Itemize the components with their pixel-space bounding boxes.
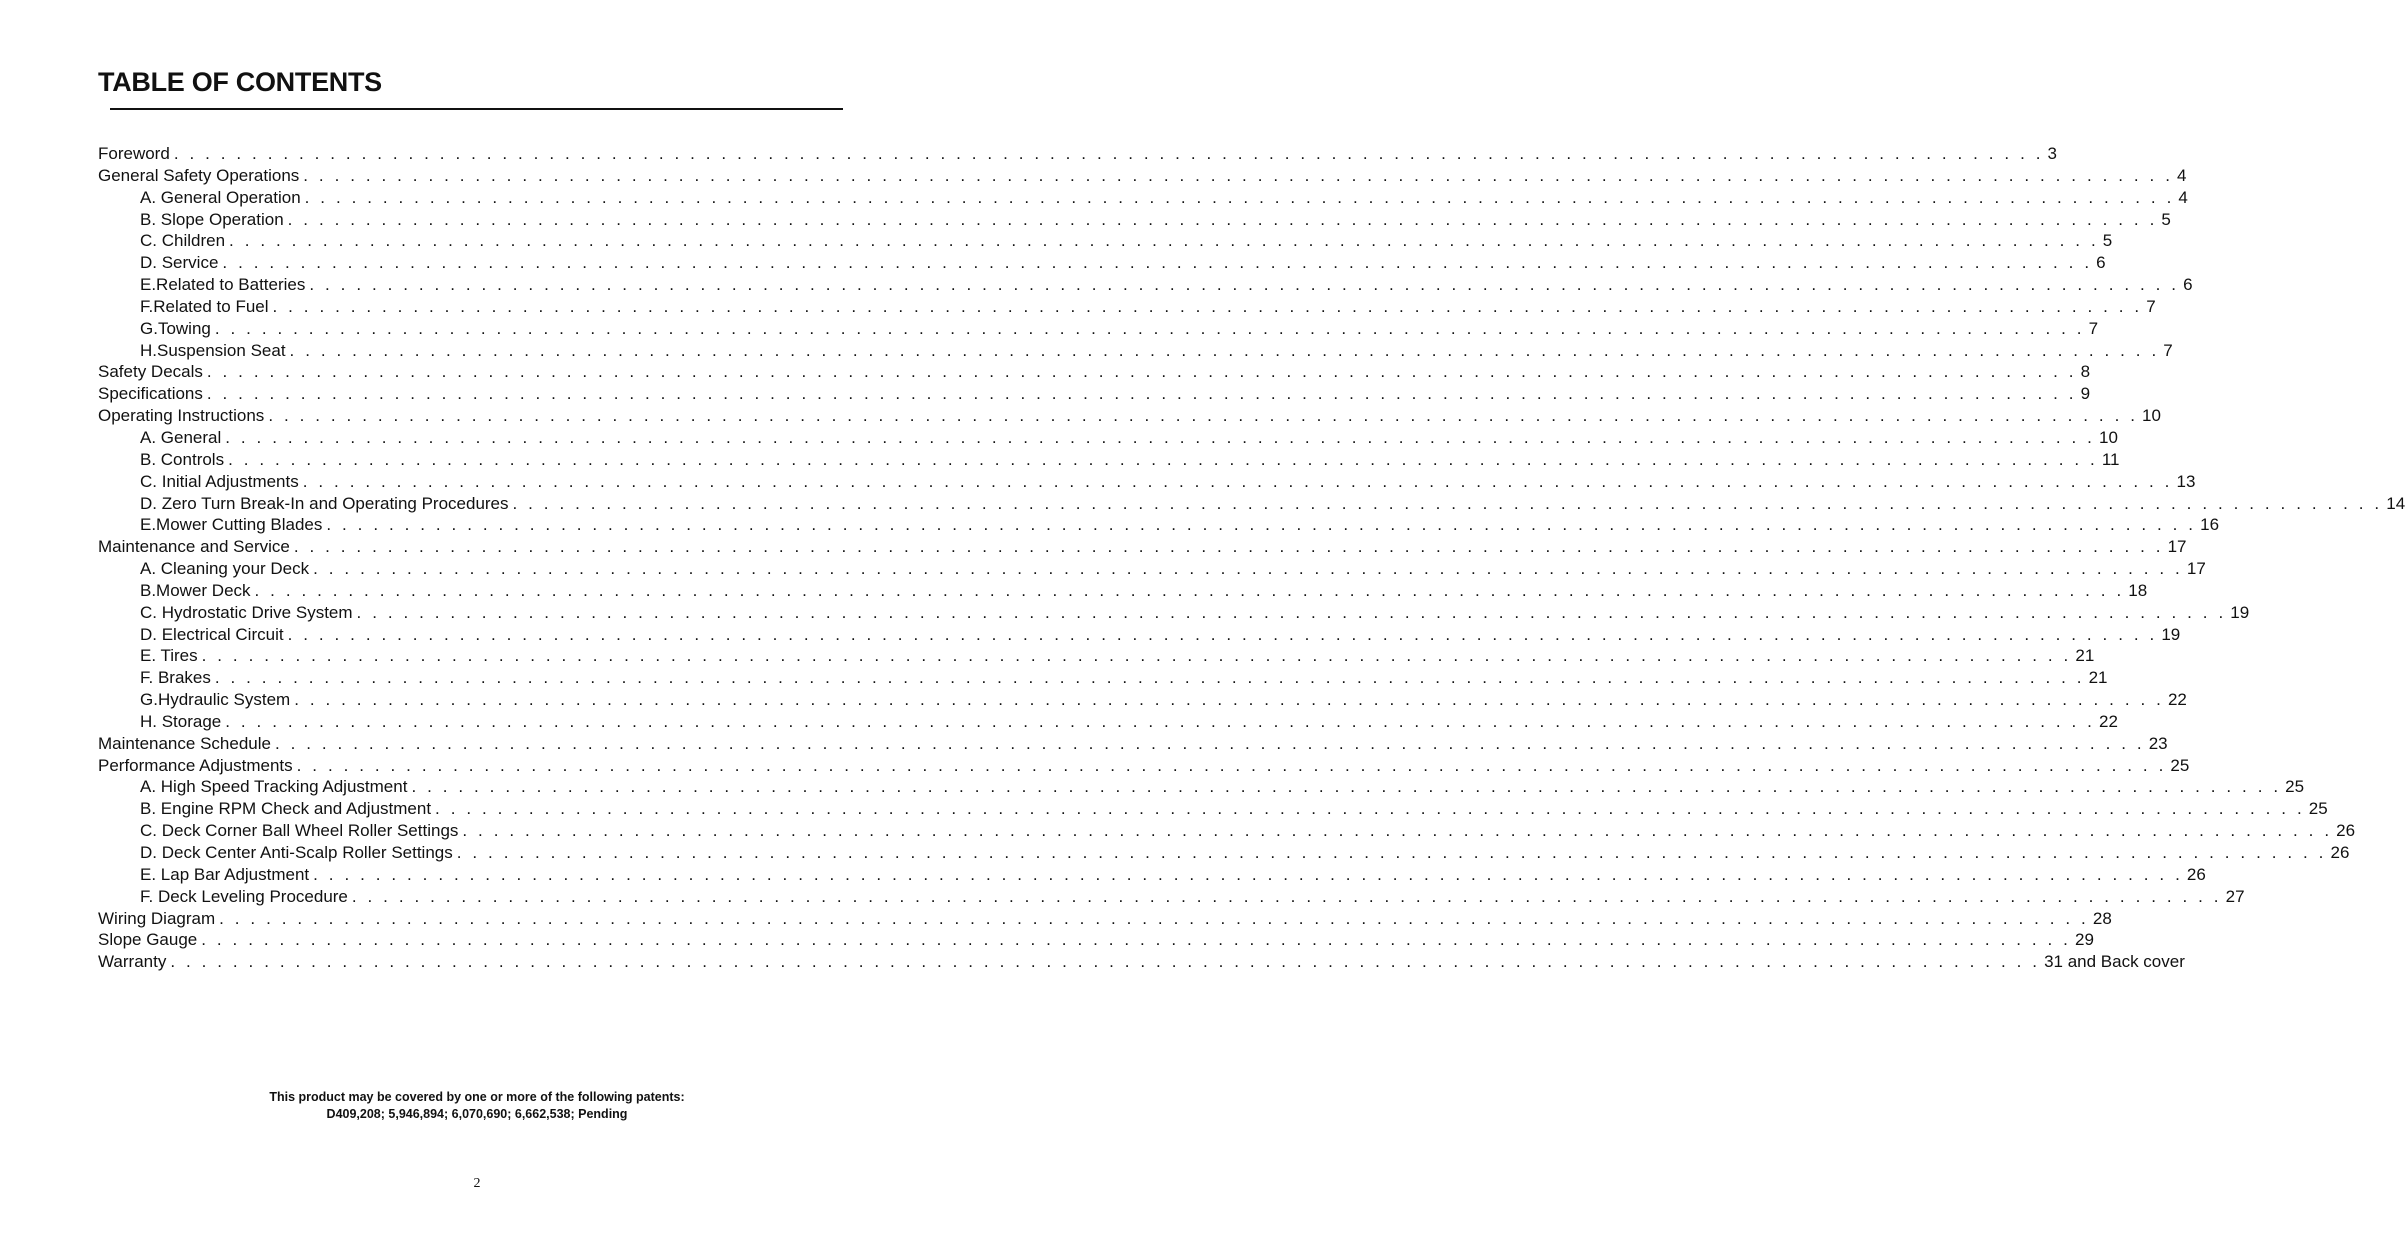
toc-entry-label: D. Electrical Circuit [140, 624, 284, 644]
toc-entry-page: 31 and Back cover [2044, 952, 2185, 972]
toc-entry-page: 26 [2336, 821, 2356, 841]
toc-entry-label: Wiring Diagram [98, 908, 216, 928]
table-of-contents [98, 143, 2405, 973]
toc-entry-page: 21 [2088, 668, 2108, 688]
toc-subentry [98, 820, 2356, 842]
toc-subentry [98, 187, 2188, 209]
dot-leader: . . . . . . . . . . . . . . . . . . . . . . . . . . . . . . . . . . . . . . . . . . . . . . . . . . . . . . . . . . . . . . . . . . . . . . . . . . . . . . . . . . . . . . . . . . . . . . . . . . . . . . . . . . . . . . . . . . . . . . . . [206, 384, 2077, 404]
toc-subentry [98, 514, 2220, 536]
toc-entry-page: 9 [2080, 384, 2091, 404]
toc-entry-page: 7 [2088, 318, 2099, 338]
toc-subentry [98, 558, 2206, 580]
toc-subentry [98, 493, 2405, 515]
dot-leader: . . . . . . . . . . . . . . . . . . . . . . . . . . . . . . . . . . . . . . . . . . . . . . . . . . . . . . . . . . . . . . . . . . . . . . . . . . . . . . . . . . . . . . . . . . . . . . . . . . . . . . . . . . . . . . . . . . . . . . . . [411, 777, 2282, 797]
dot-leader: . . . . . . . . . . . . . . . . . . . . . . . . . . . . . . . . . . . . . . . . . . . . . . . . . . . . . . . . . . . . . . . . . . . . . . . . . . . . . . . . . . . . . . . . . . . . . . . . . . . . . . . . . . . . . . . . . . . . . . . . [225, 711, 2095, 731]
toc-entry-page: 10 [2099, 427, 2118, 447]
toc-entry-label: H.Suspension Seat [140, 340, 286, 360]
toc-entry-label: E.Mower Cutting Blades [140, 515, 323, 535]
toc-entry [98, 755, 2190, 777]
toc-subentry [98, 449, 2120, 471]
toc-entry-page: 19 [2230, 602, 2250, 622]
toc-subentry [98, 252, 2106, 274]
dot-leader: . . . . . . . . . . . . . . . . . . . . . . . . . . . . . . . . . . . . . . . . . . . . . . . . . . . . . . . . . . . . . . . . . . . . . . . . . . . . . . . . . . . . . . . . . . . . . . . . . . . . . . . . . . . . . . . . . . . . . . . . [351, 886, 2222, 906]
toc-entry-page: 25 [2170, 755, 2190, 775]
toc-entry-label: F. Deck Leveling Procedure [140, 886, 348, 906]
dot-leader: . . . . . . . . . . . . . . . . . . . . . . . . . . . . . . . . . . . . . . . . . . . . . . . . . . . . . . . . . . . . . . . . . . . . . . . . . . . . . . . . . . . . . . . . . . . . . . . . . . . . . . . . . . . . . . . . . . . . . . . . [296, 755, 2167, 775]
toc-subentry [98, 711, 2118, 733]
toc-entry-label: A. General [140, 427, 222, 447]
toc-entry-page: 29 [2074, 930, 2094, 950]
dot-leader: . . . . . . . . . . . . . . . . . . . . . . . . . . . . . . . . . . . . . . . . . . . . . . . . . . . . . . . . . . . . . . . . . . . . . . . . . . . . . . . . . . . . . . . . . . . . . . . . . . . . . . . . . . . . . . . . . . . . . . . . [456, 843, 2327, 862]
toc-entry-page: 6 [2183, 275, 2193, 295]
toc-entry-label: E. Tires [140, 646, 198, 666]
toc-subentry [98, 842, 2350, 864]
toc-entry-label: G.Towing [140, 318, 211, 338]
toc-entry-label: B. Controls [140, 449, 225, 469]
toc-entry-label: A. General Operation [140, 187, 301, 207]
toc-entry-label: C. Initial Adjustments [140, 471, 299, 491]
toc-entry-page: 22 [2167, 690, 2187, 710]
toc-entry [98, 405, 2161, 427]
toc-entry-page: 4 [2177, 165, 2187, 185]
dot-leader: . . . . . . . . . . . . . . . . . . . . . . . . . . . . . . . . . . . . . . . . . . . . . . . . . . . . . . . . . . . . . . . . . . . . . . . . . . . . . . . . . . . . . . . . . . . . . . . . . . . . . . . . . . . . . . . . . . . . . . . . [462, 821, 2333, 841]
toc-subentry [98, 624, 2181, 646]
dot-leader: . . . . . . . . . . . . . . . . . . . . . . . . . . . . . . . . . . . . . . . . . . . . . . . . . . . . . . . . . . . . . . . . . . . . . . . . . . . . . . . . . . . . . . . . . . . . . . . . . . . . . . . . . . . . . . . . . . . . . . . . [228, 449, 2098, 469]
toc-entry-page: 5 [2161, 209, 2171, 229]
toc-entry-page: 14 [2386, 493, 2405, 513]
patent-notice-intro: This product may be covered by one or more of the following patents: [269, 1090, 685, 1104]
toc-entry-page: 8 [2080, 362, 2091, 382]
toc-entry-label: D. Service [140, 253, 219, 273]
dot-leader: . . . . . . . . . . . . . . . . . . . . . . . . . . . . . . . . . . . . . . . . . . . . . . . . . . . . . . . . . . . . . . . . . . . . . . . . . . . . . . . . . . . . . . . . . . . . . . . . . . . . . . . . . . . . . . . . . . . . . . . . [219, 908, 2089, 928]
toc-subentry [98, 776, 2305, 798]
toc-entry-page: 19 [2161, 624, 2181, 644]
dot-leader: . . . . . . . . . . . . . . . . . . . . . . . . . . . . . . . . . . . . . . . . . . . . . . . . . . . . . . . . . . . . . . . . . . . . . . . . . . . . . . . . . . . . . . . . . . . . . . . . . . . . . . . . . . . . . . . . . . . . . . . . [313, 559, 2183, 579]
toc-entry [98, 733, 2168, 755]
toc-entry-label: Slope Gauge [98, 930, 198, 950]
toc-entry-page: 22 [2099, 711, 2118, 731]
dot-leader: . . . . . . . . . . . . . . . . . . . . . . . . . . . . . . . . . . . . . . . . . . . . . . . . . . . . . . . . . . . . . . . . . . . . . . . . . . . . . . . . . . . . . . . . . . . . . . . . . . . . . . . . . . . . . . . . . . . . . . . . [356, 602, 2227, 622]
toc-entry-label: D. Deck Center Anti-Scalp Roller Settings [140, 843, 453, 862]
dot-leader: . . . . . . . . . . . . . . . . . . . . . . . . . . . . . . . . . . . . . . . . . . . . . . . . . . . . . . . . . . . . . . . . . . . . . . . . . . . . . . . . . . . . . . . . . . . . . . . . . . . . . . . . . . . . . . . . . . . . . . . . [294, 690, 2164, 710]
toc-entry-label: E.Related to Batteries [140, 275, 306, 295]
dot-leader: . . . . . . . . . . . . . . . . . . . . . . . . . . . . . . . . . . . . . . . . . . . . . . . . . . . . . . . . . . . . . . . . . . . . . . . . . . . . . . . . . . . . . . . . . . . . . . . . . . . . . . . . . . . . . . . . . . . . . . . . [309, 275, 2180, 295]
toc-entry-page: 25 [2285, 777, 2305, 797]
patent-notice [0, 1089, 954, 1123]
toc-entry-page: 6 [2096, 253, 2106, 273]
toc-entry-page: 23 [2148, 733, 2168, 753]
toc-subentry [98, 689, 2187, 711]
toc-entry-label: Operating Instructions [98, 406, 265, 426]
dot-leader: . . . . . . . . . . . . . . . . . . . . . . . . . . . . . . . . . . . . . . . . . . . . . . . . . . . . . . . . . . . . . . . . . . . . . . . . . . . . . . . . . . . . . . . . . . . . . . . . . . . . . . . . . . . . . . . . . . . . . . . . [201, 930, 2071, 950]
dot-leader: . . . . . . . . . . . . . . . . . . . . . . . . . . . . . . . . . . . . . . . . . . . . . . . . . . . . . . . . . . . . . . . . . . . . . . . . . . . . . . . . . . . . . . . . . . . . . . . . . . . . . . . . . . . . . . . . . . . . . . . . [289, 340, 2160, 360]
toc-entry-label: Maintenance and Service [98, 537, 290, 557]
toc-entry-label: Performance Adjustments [98, 755, 293, 775]
dot-leader: . . . . . . . . . . . . . . . . . . . . . . . . . . . . . . . . . . . . . . . . . . . . . . . . . . . . . . . . . . . . . . . . . . . . . . . . . . . . . . . . . . . . . . . . . . . . . . . . . . . . . . . . . . . . . . . . . . . . . . . . [302, 471, 2173, 491]
dot-leader: . . . . . . . . . . . . . . . . . . . . . . . . . . . . . . . . . . . . . . . . . . . . . . . . . . . . . . . . . . . . . . . . . . . . . . . . . . . . . . . . . . . . . . . . . . . . . . . . . . . . . . . . . . . . . . . . . . . . . . . . [293, 537, 2164, 557]
toc-entry-page: 26 [2330, 843, 2350, 862]
toc-entry-label: F. Brakes [140, 668, 211, 688]
toc-subentry [98, 340, 2173, 362]
dot-leader: . . . . . . . . . . . . . . . . . . . . . . . . . . . . . . . . . . . . . . . . . . . . . . . . . . . . . . . . . . . . . . . . . . . . . . . . . . . . . . . . . . . . . . . . . . . . . . . . . . . . . . . . . . . . . . . . . . . . . . . . [229, 231, 2099, 251]
toc-entry-label: A. High Speed Tracking Adjustment [140, 777, 408, 797]
toc-entry-label: C. Deck Corner Ball Wheel Roller Settings [140, 821, 459, 841]
dot-leader: . . . . . . . . . . . . . . . . . . . . . . . . . . . . . . . . . . . . . . . . . . . . . . . . . . . . . . . . . . . . . . . . . . . . . . . . . . . . . . . . . . . . . . . . . . . . . . . . . . . . . . . . . . . . . . . . . . . . . . . . [206, 362, 2077, 382]
toc-entry-label: Specifications [98, 384, 203, 404]
toc-subentry [98, 318, 2099, 340]
toc-entry-label: G.Hydraulic System [140, 690, 291, 710]
toc-entry [98, 908, 2112, 930]
toc-entry-page: 16 [2200, 515, 2220, 535]
dot-leader: . . . . . . . . . . . . . . . . . . . . . . . . . . . . . . . . . . . . . . . . . . . . . . . . . . . . . . . . . . . . . . . . . . . . . . . . . . . . . . . . . . . . . . . . . . . . . . . . . . . . . . . . . . . . . . . . . . . . . . . . [268, 406, 2139, 426]
toc-entry-page: 27 [2225, 886, 2245, 906]
toc-subentry [98, 645, 2095, 667]
dot-leader: . . . . . . . . . . . . . . . . . . . . . . . . . . . . . . . . . . . . . . . . . . . . . . . . . . . . . . . . . . . . . . . . . . . . . . . . . . . . . . . . . . . . . . . . . . . . . . . . . . . . . . . . . . . . . . . . . . . . . . . . [287, 624, 2158, 644]
toc-subentry [98, 274, 2193, 296]
page-title: TABLE OF CONTENTS [98, 67, 382, 97]
dot-leader: . . . . . . . . . . . . . . . . . . . . . . . . . . . . . . . . . . . . . . . . . . . . . . . . . . . . . . . . . . . . . . . . . . . . . . . . . . . . . . . . . . . . . . . . . . . . . . . . . . . . . . . . . . . . . . . . . . . . . . . . [304, 187, 2175, 207]
toc-entry [98, 165, 2187, 187]
toc-entry-label: Warranty [98, 952, 167, 972]
toc-entry-label: C. Hydrostatic Drive System [140, 602, 353, 622]
toc-entry-page: 17 [2167, 537, 2187, 557]
dot-leader: . . . . . . . . . . . . . . . . . . . . . . . . . . . . . . . . . . . . . . . . . . . . . . . . . . . . . . . . . . . . . . . . . . . . . . . . . . . . . . . . . . . . . . . . . . . . . . . . . . . . . . . . . . . . . . . . . . . . . . . . [313, 864, 2183, 884]
toc-entry [98, 143, 2058, 165]
toc-entry-page: 17 [2186, 559, 2206, 579]
toc-entry-page: 5 [2102, 231, 2113, 251]
dot-leader: . . . . . . . . . . . . . . . . . . . . . . . . . . . . . . . . . . . . . . . . . . . . . . . . . . . . . . . . . . . . . . . . . . . . . . . . . . . . . . . . . . . . . . . . . . . . . . . . . . . . . . . . . . . . . . . . . . . . . . . . [274, 733, 2145, 753]
toc-entry-page: 4 [2178, 187, 2188, 207]
toc-entry-page: 18 [2128, 580, 2148, 600]
toc-subentry [98, 230, 2113, 252]
toc-entry-label: B. Slope Operation [140, 209, 284, 229]
toc-entry-label: H. Storage [140, 711, 222, 731]
toc-entry-page: 13 [2176, 471, 2196, 491]
dot-leader: . . . . . . . . . . . . . . . . . . . . . . . . . . . . . . . . . . . . . . . . . . . . . . . . . . . . . . . . . . . . . . . . . . . . . . . . . . . . . . . . . . . . . . . . . . . . . . . . . . . . . . . . . . . . . . . . . . . . . . . . [326, 515, 2197, 535]
toc-subentry [98, 886, 2245, 908]
toc-entry-label: Maintenance Schedule [98, 733, 271, 753]
toc-entry-label: B.Mower Deck [140, 580, 251, 600]
toc-entry-page: 10 [2142, 406, 2161, 426]
toc-subentry [98, 798, 2328, 820]
toc-entry-page: 26 [2186, 864, 2206, 884]
dot-leader: . . . . . . . . . . . . . . . . . . . . . . . . . . . . . . . . . . . . . . . . . . . . . . . . . . . . . . . . . . . . . . . . . . . . . . . . . . . . . . . . . . . . . . . . . . . . . . . . . . . . . . . . . . . . . . . . . . . . . . . . [435, 799, 2305, 819]
toc-entry-label: C. Children [140, 231, 226, 251]
toc-entry [98, 361, 2091, 383]
toc-entry-label: A. Cleaning your Deck [140, 559, 310, 579]
toc-subentry [98, 580, 2148, 602]
toc-entry-page: 7 [2163, 340, 2173, 360]
toc-subentry [98, 471, 2196, 493]
toc-entry-page: 21 [2075, 646, 2095, 666]
toc-entry [98, 929, 2094, 951]
toc-entry-page: 3 [2047, 144, 2058, 163]
dot-leader: . . . . . . . . . . . . . . . . . . . . . . . . . . . . . . . . . . . . . . . . . . . . . . . . . . . . . . . . . . . . . . . . . . . . . . . . . . . . . . . . . . . . . . . . . . . . . . . . . . . . . . . . . . . . . . . . . . . . . . . . [254, 580, 2125, 600]
toc-subentry [98, 667, 2108, 689]
toc-entry [98, 536, 2187, 558]
dot-leader: . . . . . . . . . . . . . . . . . . . . . . . . . . . . . . . . . . . . . . . . . . . . . . . . . . . . . . . . . . . . . . . . . . . . . . . . . . . . . . . . . . . . . . . . . . . . . . . . . . . . . . . . . . . . . . . . . . . . . . . . [225, 427, 2095, 447]
toc-subentry [98, 427, 2118, 449]
dot-leader: . . . . . . . . . . . . . . . . . . . . . . . . . . . . . . . . . . . . . . . . . . . . . . . . . . . . . . . . . . . . . . . . . . . . . . . . . . . . . . . . . . . . . . . . . . . . . . . . . . . . . . . . . . . . . . . . . . . . . . . . [222, 253, 2093, 273]
toc-entry-page: 7 [2146, 296, 2156, 316]
toc-subentry [98, 602, 2250, 624]
toc-entry-label: B. Engine RPM Check and Adjustment [140, 799, 432, 819]
dot-leader: . . . . . . . . . . . . . . . . . . . . . . . . . . . . . . . . . . . . . . . . . . . . . . . . . . . . . . . . . . . . . . . . . . . . . . . . . . . . . . . . . . . . . . . . . . . . . . . . . . . . . . . . . . . . . . . . . . . . . . . . [272, 296, 2143, 316]
toc-entry-page: 11 [2101, 449, 2120, 469]
patent-numbers: D409,208; 5,946,894; 6,070,690; 6,662,538; Pending [326, 1107, 628, 1121]
toc-entry-label: E. Lap Bar Adjustment [140, 864, 310, 884]
toc-entry [98, 951, 2185, 973]
page-number: 2 [473, 1176, 481, 1191]
toc-entry-label: F.Related to Fuel [140, 296, 269, 316]
title-divider [110, 108, 843, 110]
dot-leader: . . . . . . . . . . . . . . . . . . . . . . . . . . . . . . . . . . . . . . . . . . . . . . . . . . . . . . . . . . . . . . . . . . . . . . . . . . . . . . . . . . . . . . . . . . . . . . . . . . . . . . . . . . . . . . . . . . . . . . . . [512, 493, 2383, 513]
toc-subentry [98, 209, 2171, 231]
dot-leader: . . . . . . . . . . . . . . . . . . . . . . . . . . . . . . . . . . . . . . . . . . . . . . . . . . . . . . . . . . . . . . . . . . . . . . . . . . . . . . . . . . . . . . . . . . . . . . . . . . . . . . . . . . . . . . . . . . . . . . . . [287, 209, 2158, 229]
toc-entry [98, 383, 2091, 405]
dot-leader: . . . . . . . . . . . . . . . . . . . . . . . . . . . . . . . . . . . . . . . . . . . . . . . . . . . . . . . . . . . . . . . . . . . . . . . . . . . . . . . . . . . . . . . . . . . . . . . . . . . . . . . . . . . . . . . . . . . . . . . . [214, 318, 2085, 338]
dot-leader: . . . . . . . . . . . . . . . . . . . . . . . . . . . . . . . . . . . . . . . . . . . . . . . . . . . . . . . . . . . . . . . . . . . . . . . . . . . . . . . . . . . . . . . . . . . . . . . . . . . . . . . . . . . . . . . . . . . . . . . . [173, 144, 2044, 163]
toc-subentry [98, 864, 2206, 886]
dot-leader: . . . . . . . . . . . . . . . . . . . . . . . . . . . . . . . . . . . . . . . . . . . . . . . . . . . . . . . . . . . . . . . . . . . . . . . . . . . . . . . . . . . . . . . . . . . . . . . . . . . . . . . . . . . . . . . . . . . . . . . . [170, 952, 2041, 972]
toc-entry-page: 25 [2308, 799, 2328, 819]
toc-entry-label: Safety Decals [98, 362, 203, 382]
toc-entry-label: D. Zero Turn Break-In and Operating Procedures [140, 493, 509, 513]
dot-leader: . . . . . . . . . . . . . . . . . . . . . . . . . . . . . . . . . . . . . . . . . . . . . . . . . . . . . . . . . . . . . . . . . . . . . . . . . . . . . . . . . . . . . . . . . . . . . . . . . . . . . . . . . . . . . . . . . . . . . . . . [303, 165, 2174, 185]
toc-entry-label: General Safety Operations [98, 165, 300, 185]
dot-leader: . . . . . . . . . . . . . . . . . . . . . . . . . . . . . . . . . . . . . . . . . . . . . . . . . . . . . . . . . . . . . . . . . . . . . . . . . . . . . . . . . . . . . . . . . . . . . . . . . . . . . . . . . . . . . . . . . . . . . . . . [201, 646, 2072, 666]
toc-subentry [98, 296, 2156, 318]
toc-entry-label: Foreword [98, 144, 170, 163]
toc-entry-page: 28 [2092, 908, 2112, 928]
dot-leader: . . . . . . . . . . . . . . . . . . . . . . . . . . . . . . . . . . . . . . . . . . . . . . . . . . . . . . . . . . . . . . . . . . . . . . . . . . . . . . . . . . . . . . . . . . . . . . . . . . . . . . . . . . . . . . . . . . . . . . . . [214, 668, 2085, 688]
